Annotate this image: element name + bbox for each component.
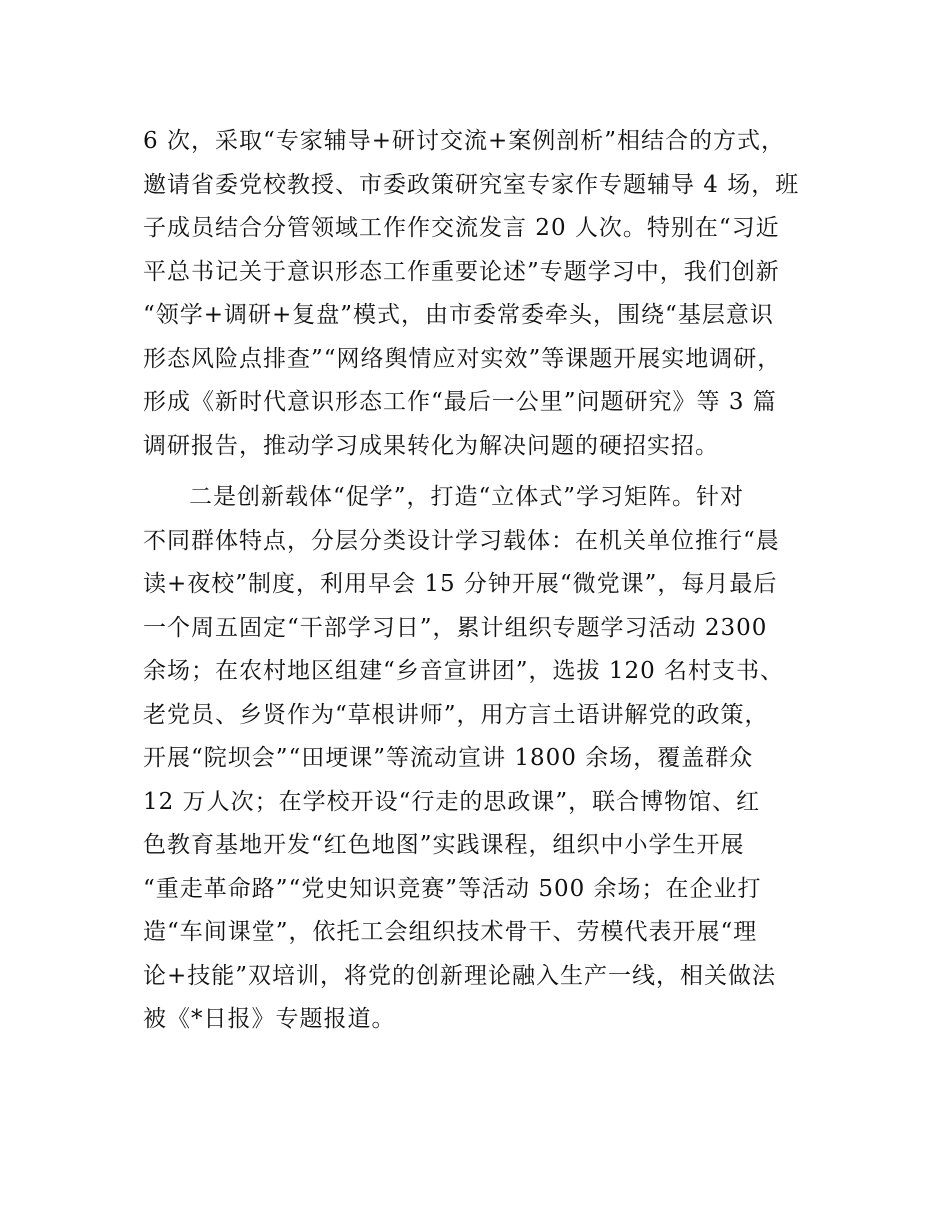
text-line: 形成《新时代意识形态工作“最后一公里”问题研究》等 3 篇: [143, 389, 777, 415]
text-line: 12 万人次；在学校开设“行走的思政课”，联合博物馆、红: [143, 788, 761, 815]
text-line: 平总书记关于意识形态工作重要论述”专题学习中，我们创新: [143, 258, 780, 285]
text-line: 邀请省委党校教授、市委政策研究室专家作专题辅导 4 场，班: [143, 171, 800, 198]
text-line: 色教育基地开发“红色地图”实践课程，组织中小学生开展: [143, 832, 745, 858]
text-line: 不同群体特点，分层分类设计学习载体：在机关单位推行“晨: [143, 527, 780, 554]
text-line: 被《*日报》专题报道。: [143, 1006, 396, 1032]
text-line: 调研报告，推动学习成果转化为解决问题的硬招实招。: [143, 432, 719, 459]
paragraph-2: [143, 476, 823, 1042]
text-line: 二是创新载体“促学”，打造“立体式”学习矩阵。针对: [189, 484, 745, 510]
text-line: 论+技能”双培训，将党的创新理论融入生产一线，相关做法: [143, 962, 777, 989]
text-line: 一个周五固定“干部学习日”，累计组织专题学习活动 2300: [143, 614, 768, 641]
text-line: 开展“院坝会”“田埂课”等流动宣讲 1800 余场，覆盖群众: [143, 745, 754, 771]
text-line: 形态风险点排查”“网络舆情应对实效”等课题开展实地调研，: [143, 345, 782, 372]
text-line: 造“车间课堂”，依托工会组织技术骨干、劳模代表开展“理: [143, 919, 758, 945]
text-line: 6 次，采取“专家辅导+研讨交流+案例剖析”相结合的方式，: [143, 128, 786, 154]
text-line: “重走革命路”“党史知识竞赛”等活动 500 余场；在企业打: [143, 875, 762, 902]
text-line: 老党员、乡贤作为“草根讲师”，用方言土语讲解党的政策，: [143, 701, 769, 728]
text-line: 余场；在农村地区组建“乡音宣讲团”，选拔 120 名村支书、: [143, 658, 785, 684]
text-line: “领学+调研+复盘”模式，由市委常委牵头，围绕“基层意识: [143, 302, 774, 328]
text-line: 子成员结合分管领域工作作交流发言 20 人次。特别在“习近: [143, 215, 780, 241]
text-line: 读+夜校”制度，利用早会 15 分钟开展“微党课”，每月最后: [143, 571, 778, 597]
paragraph-1: [143, 120, 823, 468]
paragraph-gap: [143, 468, 823, 476]
document-body: [143, 120, 823, 1042]
